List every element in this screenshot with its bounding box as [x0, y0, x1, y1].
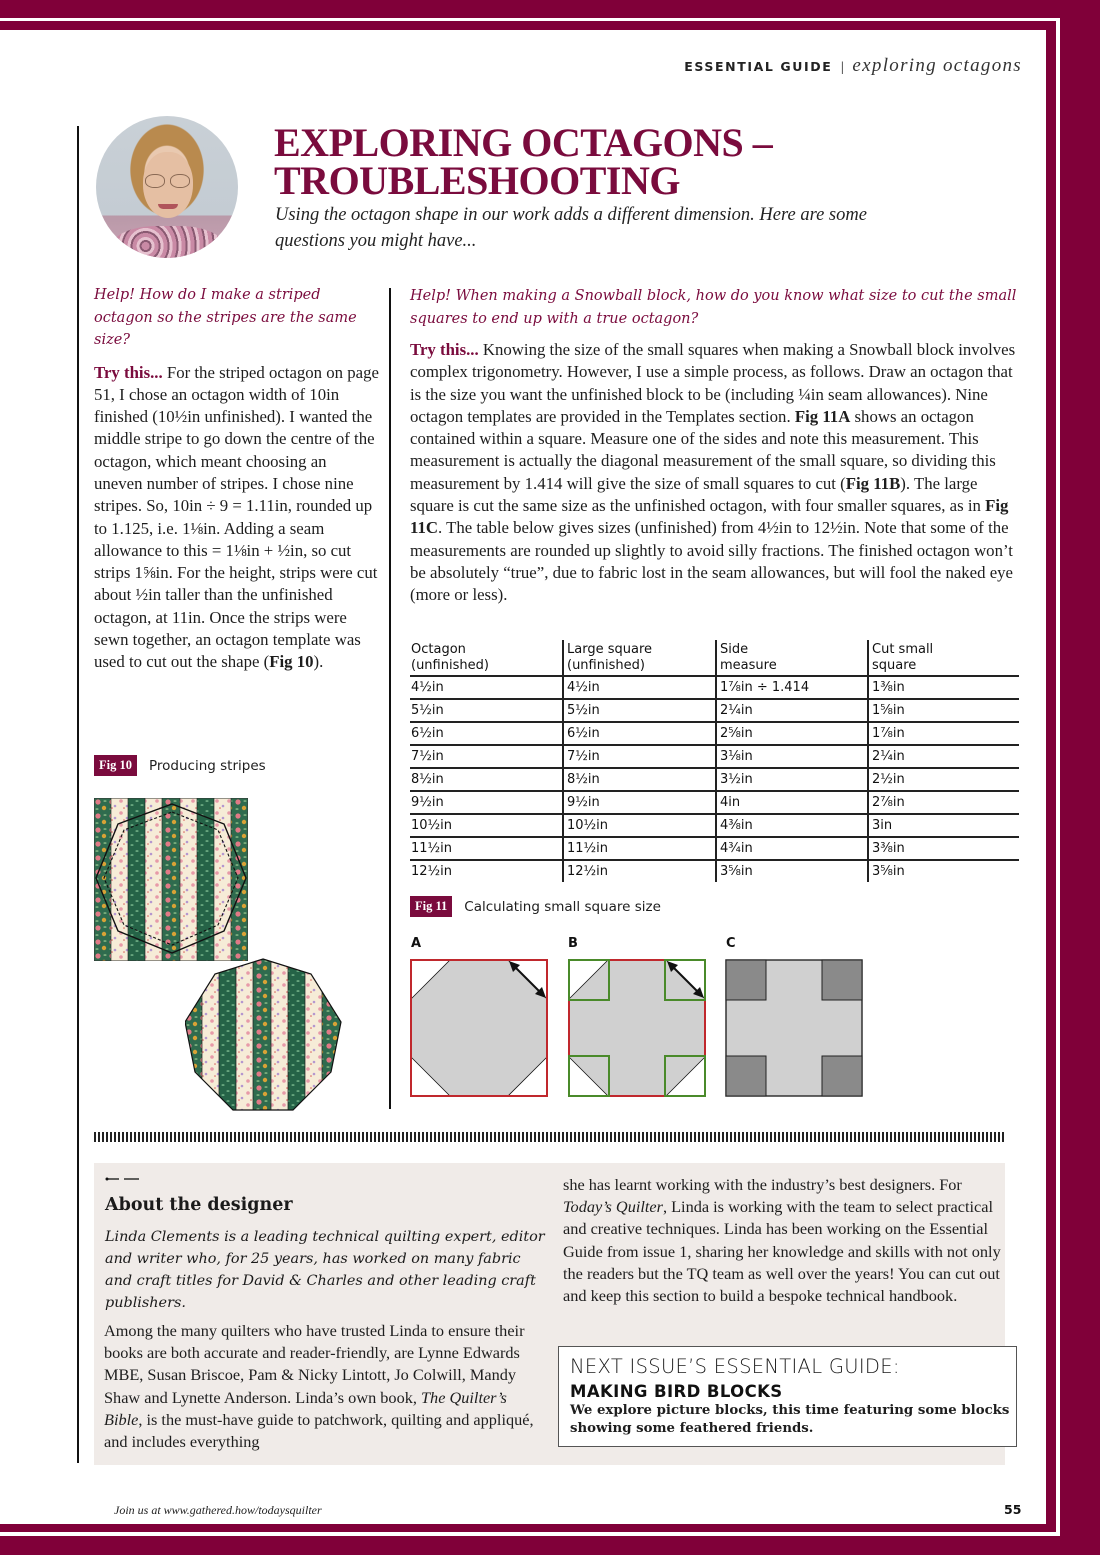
avatar-glasses	[170, 174, 190, 188]
answer-text: For the striped octagon on page 51, I chose an octagon width of 10in finished (10½in unfinished). I wanted the middle stripe to go down the centre of the octagon, which meant choosing an uneven number of stripes. I chose nine stripes. So, 10in ÷ 9 = 1.11in, rounded up to 1.125, i.e. 1⅛in. Adding a seam allowance to this = 1⅛in + ½in, so cut strips 1⅝in. For the height, strips were cut about ½in taller than the unfinished octagon, at 11in. Once the strips were sewn together, an octagon template was used to cut out the shape (	[94, 362, 379, 672]
striped-fabric-square-figure	[94, 798, 248, 961]
fig11-caption: Calculating small square size	[464, 898, 661, 915]
table-row	[410, 745, 1019, 768]
fig-reference: Fig 11B	[845, 473, 901, 493]
table-row	[410, 676, 1019, 699]
table-cell: 3in	[868, 814, 1019, 837]
table-cell: 4in	[716, 791, 868, 814]
page-frame-bottom-inner	[0, 1524, 1056, 1532]
table-cell: 1⅞in ÷ 1.414	[716, 676, 868, 699]
bio-text: she has learnt working with the industry’s best designers. For	[563, 1175, 962, 1194]
column-header: Octagon (unfinished)	[410, 640, 563, 676]
book-title: The Quilter’s Bible	[104, 1387, 507, 1429]
next-issue-box	[558, 1346, 1017, 1447]
answer-text: . The table below gives sizes (unfinished) from 4½in to 12½in. Note that some of the measurements are rounded up slightly to avoid silly fractions. The finished octagon won’t be absolutely “true”, due to fabric lost in the seam allowances, but will fool the naked eye (more or less).	[410, 518, 1013, 605]
octagon-size-table	[410, 640, 1019, 882]
table-cell: 4⅜in	[716, 814, 868, 837]
diagram-snowball-corners	[568, 959, 706, 1097]
table-cell: 4½in	[410, 676, 563, 699]
table-cell: 5½in	[410, 699, 563, 722]
table-row	[410, 860, 1019, 882]
table-cell: 2⅞in	[868, 791, 1019, 814]
try-this-label: Try this...	[94, 362, 163, 382]
right-column	[410, 285, 1025, 607]
page-frame-top-inner	[0, 21, 1056, 30]
table-row	[410, 814, 1019, 837]
author-avatar	[96, 116, 238, 258]
title-line-1: EXPLORING OCTAGONS –	[274, 120, 773, 165]
page-number: 55	[1004, 1502, 1022, 1517]
next-issue-description: We explore picture blocks, this time featuring some blocks showing some feathered friends.	[570, 1403, 1010, 1436]
table-cell: 1⅜in	[868, 676, 1019, 699]
running-header	[684, 55, 1022, 77]
diagram-octagon-in-square	[410, 959, 548, 1097]
table-cell: 12½in	[563, 860, 716, 882]
title-line-2: TROUBLESHOOTING	[274, 158, 680, 203]
answer-striped-octagon	[94, 362, 379, 674]
panel-label-a: A	[411, 936, 422, 951]
table-cell: 2¼in	[868, 745, 1019, 768]
fig10-caption: Producing stripes	[148, 757, 266, 774]
table-cell: 5½in	[563, 699, 716, 722]
table-cell: 1⅞in	[868, 722, 1019, 745]
page-frame-right-inner	[1046, 21, 1056, 1526]
diagram-cut-squares	[725, 959, 863, 1097]
answer-snowball-block	[410, 339, 1025, 607]
table-cell: 9½in	[563, 791, 716, 814]
fig-reference: Fig 11C	[410, 496, 1009, 538]
table-cell: 2¼in	[716, 699, 868, 722]
topic-label: exploring octagons	[852, 55, 1022, 76]
designer-bio-part-2	[563, 1174, 1003, 1307]
table-cell: 7½in	[410, 745, 563, 768]
striped-octagon-figure	[185, 958, 342, 1111]
table-cell: 10½in	[410, 814, 563, 837]
answer-text: Knowing the size of the small squares when making a Snowball block involves complex trigonometry. However, I use a simple process, as follows. Draw an octagon that is the size you want the unfinished block to be (including ¼in seam allowances). Nine octagon templates are provided in the Templates section.	[410, 340, 1016, 426]
bio-text: , Linda is working with the team to select practical and creative techniques. Linda has been working on the Essential Guide from issue 1, sharing her knowledge and skills with not only the readers but the TQ team as well over the years! You can cut out and keep this section to build a bespoke technical handbook.	[563, 1197, 1001, 1306]
about-designer-heading: About the designer	[105, 1195, 293, 1215]
table-row	[410, 768, 1019, 791]
page-title	[274, 120, 894, 203]
panel-label-b: B	[568, 936, 578, 951]
table-row	[410, 791, 1019, 814]
table-cell: 8½in	[410, 768, 563, 791]
table-cell: 9½in	[410, 791, 563, 814]
table-cell: 2⅝in	[716, 722, 868, 745]
page-frame-bottom	[0, 1536, 1100, 1555]
try-this-label: Try this...	[410, 340, 479, 359]
table-cell: 6½in	[563, 722, 716, 745]
table-cell: 3⅝in	[716, 860, 868, 882]
page-frame-right	[1060, 0, 1100, 1555]
table-cell: 10½in	[563, 814, 716, 837]
table-row	[410, 837, 1019, 860]
dashed-divider	[94, 1132, 1006, 1142]
table-cell: 4¾in	[716, 837, 868, 860]
fig11-label	[410, 896, 661, 917]
designer-bio-part-1	[104, 1320, 544, 1453]
answer-text: ). The large square is cut the same size as the unfinished octagon, with four smaller squares, as in	[410, 473, 986, 516]
page-frame-top	[0, 0, 1100, 18]
next-issue-title: MAKING BIRD BLOCKS	[570, 1382, 783, 1401]
table-cell: 2½in	[868, 768, 1019, 791]
question-snowball-block: Help! When making a Snowball block, how do you know what size to cut the small squares to end up with a true octagon?	[410, 288, 1017, 327]
table-cell: 6½in	[410, 722, 563, 745]
table-cell: 1⅝in	[868, 699, 1019, 722]
table-row	[410, 699, 1019, 722]
table-cell: 3⅜in	[868, 837, 1019, 860]
fig11-tag: Fig 11	[410, 896, 452, 917]
section-label: ESSENTIAL GUIDE	[684, 59, 833, 74]
magazine-title: Today’s Quilter	[563, 1197, 663, 1217]
answer-text-end: ).	[313, 652, 324, 672]
table-cell: 3⅝in	[868, 860, 1019, 882]
ornament-dashes-icon	[105, 1175, 145, 1183]
table-cell: 8½in	[563, 768, 716, 791]
column-header: Side measure	[716, 640, 868, 676]
avatar-mouth	[158, 204, 178, 209]
table-cell: 3½in	[716, 768, 868, 791]
fig10-label	[94, 755, 266, 776]
table-cell: 3⅛in	[716, 745, 868, 768]
column-divider	[389, 288, 391, 1109]
next-issue-kicker: NEXT ISSUE’S ESSENTIAL GUIDE:	[570, 1355, 900, 1378]
fig10-tag: Fig 10	[94, 755, 137, 776]
avatar-clothing	[112, 226, 224, 258]
answer-text: shows an octagon contained within a square. Measure one of the sides and note this measurement. This measurement is actually the diagonal measurement of the small square, so dividing this measurement by 1.414 will give the size of small squares to cut (	[410, 406, 996, 493]
table-cell: 7½in	[563, 745, 716, 768]
designer-intro: Linda Clements is a leading technical quilting expert, editor and writer who, for 25 years, has worked on many fabric and craft titles for David & Charles and other leading craft publishers.	[105, 1229, 545, 1312]
column-header: Large square (unfinished)	[563, 640, 716, 676]
footer-website-link[interactable]: Join us at www.gathered.how/todaysquilter	[114, 1503, 322, 1517]
table-cell: 11½in	[410, 837, 563, 860]
question-striped-octagon: Help! How do I make a striped octagon so the stripes are the same size?	[94, 287, 357, 348]
fig-reference: Fig 11A	[794, 406, 851, 426]
left-vertical-rule	[77, 126, 79, 1463]
fig-reference: Fig 10	[269, 652, 314, 672]
left-column	[94, 284, 379, 674]
table-row	[410, 722, 1019, 745]
panel-label-c: C	[726, 936, 736, 951]
standfirst: Using the octagon shape in our work adds a different dimension. Here are some questions you might have...	[275, 205, 867, 251]
bio-text: , is the must-have guide to patchwork, quilting and appliqué, and includes everything	[104, 1409, 534, 1452]
header-separator: |	[840, 60, 845, 74]
table-header-row	[410, 640, 1019, 676]
table-cell: 4½in	[563, 676, 716, 699]
avatar-glasses	[145, 174, 165, 188]
bio-text: Among the many quilters who have trusted Linda to ensure their books are both accurate and reader-friendly, are Lynne Edwards MBE, Susan Briscoe, Pam & Nicky Lintott, Jo Colwill, Mandy Shaw and Lynette Anderson. Linda’s own book,	[104, 1321, 525, 1407]
column-header: Cut small square	[868, 640, 1019, 676]
table-cell: 11½in	[563, 837, 716, 860]
table-cell: 12½in	[411, 864, 452, 879]
page-frame-gap	[1056, 21, 1060, 1531]
